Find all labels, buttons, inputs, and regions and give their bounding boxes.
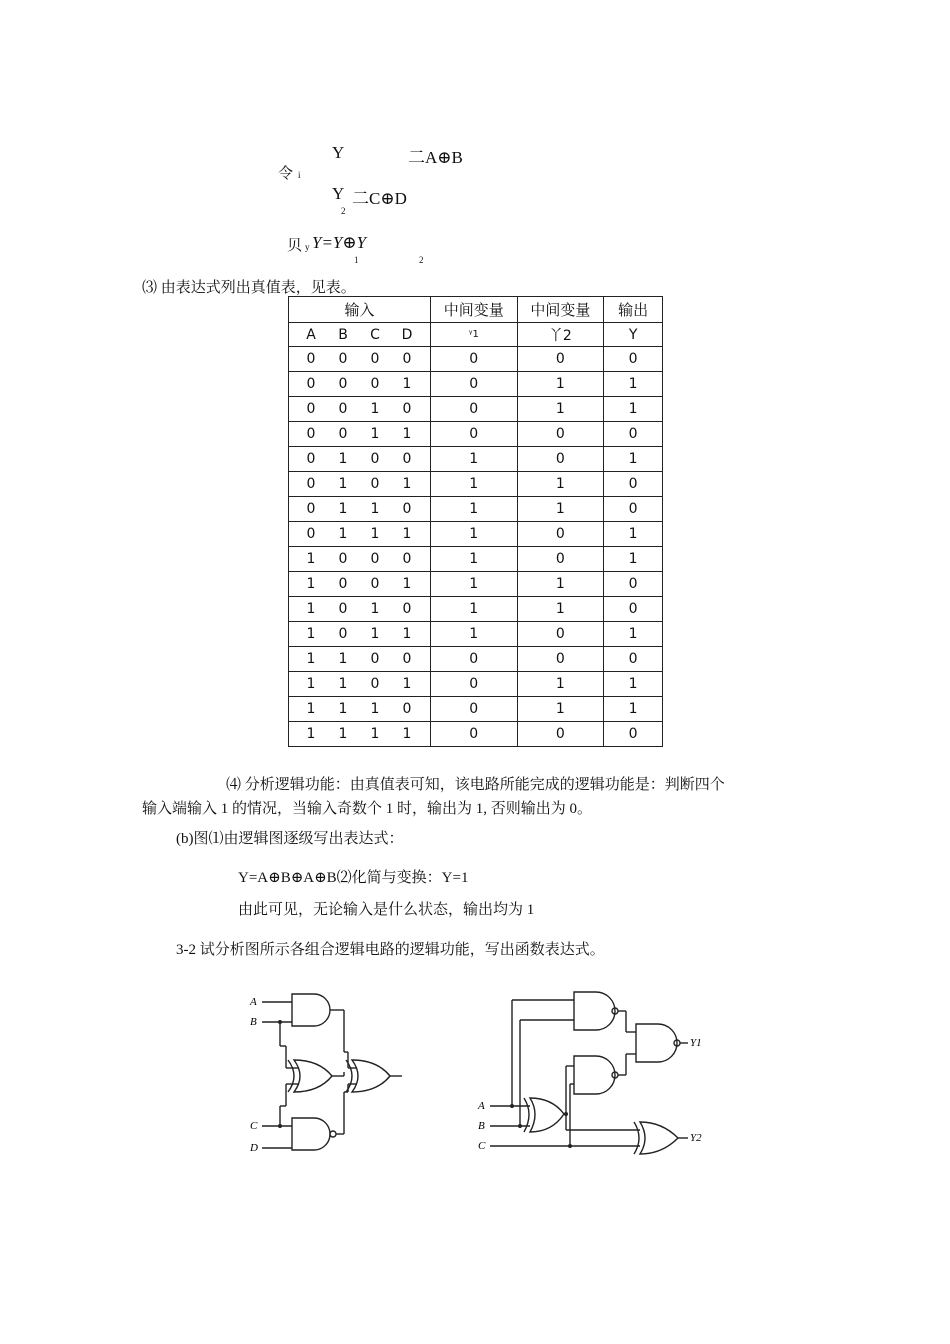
cell-input: 1 <box>338 701 348 717</box>
eq-ling-sub: i <box>298 170 301 180</box>
subheader-inputs <box>289 323 431 347</box>
row-inputs <box>289 497 431 522</box>
row-inputs <box>289 572 431 597</box>
cell-input: 0 <box>338 551 348 567</box>
cell-mid2: 1 <box>517 497 604 522</box>
row-inputs <box>289 622 431 647</box>
cell-mid1: 0 <box>430 422 517 447</box>
cell-input: 0 <box>402 351 412 367</box>
cell-input: 1 <box>370 701 380 717</box>
cell-input: 1 <box>370 426 380 442</box>
right-label-b: B <box>478 1120 485 1132</box>
cell-input: 0 <box>306 376 316 392</box>
table-row <box>289 372 663 397</box>
cell-mid1: 1 <box>430 497 517 522</box>
eq-ling: 令 <box>278 166 294 182</box>
cell-input: 1 <box>370 401 380 417</box>
cell-input: 1 <box>402 426 412 442</box>
eq-y-expr: Y=Y⊕Y <box>312 233 367 252</box>
cell-input: 1 <box>338 726 348 742</box>
cell-input: 0 <box>338 601 348 617</box>
table-row <box>289 572 663 597</box>
b-expression: Y=A⊕B⊕A⊕B⑵化简与变换：Y=1 <box>238 870 469 886</box>
cell-input: 1 <box>370 726 380 742</box>
cell-output: 1 <box>604 397 663 422</box>
cell-mid2: 0 <box>517 347 604 372</box>
table-row <box>289 472 663 497</box>
cell-input: 1 <box>402 476 412 492</box>
cell-input: 0 <box>338 351 348 367</box>
cell-input: 0 <box>402 501 412 517</box>
cell-input: 0 <box>338 426 348 442</box>
cell-input: 1 <box>402 676 412 692</box>
cell-mid1: 1 <box>430 522 517 547</box>
cell-mid2: 0 <box>517 547 604 572</box>
cell-input: 0 <box>306 476 316 492</box>
table-subheader-row <box>289 323 663 347</box>
cell-input: 0 <box>370 651 380 667</box>
cell-input: 1 <box>306 626 316 642</box>
cell-output: 1 <box>604 372 663 397</box>
eq-y-sub1: 1 <box>354 255 359 265</box>
table-row <box>289 347 663 372</box>
table-row <box>289 622 663 647</box>
cell-input: 1 <box>338 451 348 467</box>
cell-input: 1 <box>338 476 348 492</box>
cell-mid2: 0 <box>517 522 604 547</box>
eq-y2-right: 二C⊕D <box>352 189 407 208</box>
cell-input: 1 <box>306 701 316 717</box>
cell-mid1: 1 <box>430 622 517 647</box>
table-row <box>289 422 663 447</box>
cell-input: 0 <box>338 376 348 392</box>
cell-input: 0 <box>370 676 380 692</box>
cell-output: 1 <box>604 547 663 572</box>
row-inputs <box>289 722 431 747</box>
cell-input: 0 <box>306 501 316 517</box>
cell-mid1: 0 <box>430 372 517 397</box>
b-conclusion: 由此可见，无论输入是什么状态，输出均为 1 <box>238 902 535 918</box>
truth-table <box>288 296 663 747</box>
cell-input: 1 <box>338 501 348 517</box>
cell-input: 0 <box>306 401 316 417</box>
subheader-output: Y <box>604 323 663 347</box>
cell-input: 1 <box>402 576 412 592</box>
cell-mid2: 1 <box>517 572 604 597</box>
cell-input: 1 <box>402 626 412 642</box>
cell-input: 1 <box>402 376 412 392</box>
eq-y2-sub: 2 <box>341 206 346 216</box>
eq-y2-left: Y <box>332 184 345 203</box>
cell-input: 1 <box>306 551 316 567</box>
table-row <box>289 497 663 522</box>
cell-mid1: 0 <box>430 697 517 722</box>
cell-input: 1 <box>306 601 316 617</box>
cell-input: 0 <box>370 551 380 567</box>
subheader-c: C <box>370 326 380 343</box>
subheader-b: B <box>338 326 348 343</box>
cell-input: 0 <box>402 601 412 617</box>
eq-bei: 贝 <box>287 238 303 254</box>
left-label-a: A <box>250 996 257 1008</box>
cell-input: 1 <box>402 526 412 542</box>
header-mid1: 中间变量 <box>430 297 517 323</box>
header-output: 输出 <box>604 297 663 323</box>
cell-output: 1 <box>604 697 663 722</box>
cell-output: 1 <box>604 447 663 472</box>
subheader-mid1: ᵞ1 <box>430 323 517 347</box>
cell-input: 0 <box>338 626 348 642</box>
cell-input: 1 <box>370 601 380 617</box>
cell-mid1: 1 <box>430 547 517 572</box>
table-row <box>289 522 663 547</box>
table-row <box>289 647 663 672</box>
cell-input: 0 <box>338 401 348 417</box>
header-input: 输入 <box>289 297 431 323</box>
b-heading: (b)图⑴由逻辑图逐级写出表达式： <box>176 831 404 847</box>
left-label-d: D <box>250 1142 258 1154</box>
cell-input: 0 <box>338 576 348 592</box>
row-inputs <box>289 547 431 572</box>
cell-mid2: 1 <box>517 397 604 422</box>
cell-input: 1 <box>306 726 316 742</box>
eq-bei-sub: y <box>305 242 310 252</box>
cell-mid1: 1 <box>430 472 517 497</box>
cell-input: 1 <box>370 526 380 542</box>
cell-input: 1 <box>338 651 348 667</box>
cell-output: 0 <box>604 422 663 447</box>
step4-line1: ⑷ 分析逻辑功能：由真值表可知，该电路所能完成的逻辑功能是：判断四个 <box>226 777 725 793</box>
problem-3-2: 3-2 试分析图所示各组合逻辑电路的逻辑功能，写出函数表达式。 <box>176 942 605 958</box>
cell-input: 0 <box>306 451 316 467</box>
cell-input: 0 <box>402 701 412 717</box>
row-inputs <box>289 697 431 722</box>
table-header-row <box>289 297 663 323</box>
table-row <box>289 697 663 722</box>
row-inputs <box>289 597 431 622</box>
cell-input: 0 <box>370 351 380 367</box>
circuit-diagram-left <box>244 988 414 1168</box>
eq-y1-left: Y <box>332 143 345 162</box>
step3-text: ⑶ 由表达式列出真值表，见表。 <box>142 280 356 296</box>
cell-mid2: 1 <box>517 597 604 622</box>
cell-input: 1 <box>306 576 316 592</box>
row-inputs <box>289 472 431 497</box>
cell-input: 1 <box>338 676 348 692</box>
cell-mid1: 0 <box>430 647 517 672</box>
table-row <box>289 672 663 697</box>
cell-mid2: 0 <box>517 647 604 672</box>
cell-input: 0 <box>370 476 380 492</box>
cell-input: 0 <box>306 526 316 542</box>
cell-output: 1 <box>604 522 663 547</box>
cell-output: 1 <box>604 622 663 647</box>
cell-input: 0 <box>370 576 380 592</box>
cell-output: 0 <box>604 722 663 747</box>
subheader-d: D <box>401 326 413 343</box>
row-inputs <box>289 422 431 447</box>
row-inputs <box>289 672 431 697</box>
cell-output: 0 <box>604 497 663 522</box>
cell-input: 0 <box>402 451 412 467</box>
cell-input: 1 <box>306 676 316 692</box>
cell-output: 1 <box>604 672 663 697</box>
eq-y-sub2: 2 <box>419 255 424 265</box>
cell-input: 0 <box>306 351 316 367</box>
subheader-a: A <box>306 326 316 343</box>
cell-output: 0 <box>604 572 663 597</box>
subheader-mid2: 丫2 <box>517 323 604 347</box>
cell-output: 0 <box>604 472 663 497</box>
row-inputs <box>289 647 431 672</box>
right-label-a: A <box>478 1100 485 1112</box>
cell-mid1: 0 <box>430 397 517 422</box>
step4-line2: 输入端输入 1 的情况，当输入奇数个 1 时，输出为 1, 否则输出为 0。 <box>142 801 593 817</box>
cell-mid2: 0 <box>517 447 604 472</box>
cell-output: 0 <box>604 347 663 372</box>
table-row <box>289 597 663 622</box>
right-label-c: C <box>478 1140 486 1152</box>
cell-input: 1 <box>306 651 316 667</box>
cell-mid2: 0 <box>517 422 604 447</box>
cell-input: 1 <box>402 726 412 742</box>
cell-mid1: 1 <box>430 597 517 622</box>
cell-input: 0 <box>402 551 412 567</box>
cell-mid2: 1 <box>517 472 604 497</box>
cell-input: 1 <box>370 626 380 642</box>
cell-input: 0 <box>370 451 380 467</box>
cell-input: 0 <box>402 651 412 667</box>
cell-mid1: 1 <box>430 447 517 472</box>
left-label-b: B <box>250 1016 257 1028</box>
cell-mid2: 0 <box>517 622 604 647</box>
table-row <box>289 447 663 472</box>
cell-mid1: 0 <box>430 347 517 372</box>
cell-output: 0 <box>604 597 663 622</box>
cell-mid2: 0 <box>517 722 604 747</box>
cell-mid1: 1 <box>430 572 517 597</box>
cell-mid2: 1 <box>517 697 604 722</box>
cell-mid2: 1 <box>517 372 604 397</box>
cell-input: 0 <box>402 401 412 417</box>
header-mid2: 中间变量 <box>517 297 604 323</box>
cell-output: 0 <box>604 647 663 672</box>
table-row <box>289 722 663 747</box>
cell-input: 0 <box>370 376 380 392</box>
row-inputs <box>289 447 431 472</box>
cell-mid1: 0 <box>430 722 517 747</box>
table-row <box>289 547 663 572</box>
row-inputs <box>289 522 431 547</box>
row-inputs <box>289 397 431 422</box>
left-label-c: C <box>250 1120 258 1132</box>
right-label-y1: Y1 <box>690 1037 702 1049</box>
cell-input: 1 <box>370 501 380 517</box>
cell-input: 0 <box>306 426 316 442</box>
row-inputs <box>289 347 431 372</box>
cell-mid2: 1 <box>517 672 604 697</box>
cell-input: 1 <box>338 526 348 542</box>
eq-y1-right: 二A⊕B <box>408 148 463 167</box>
circuit-diagram-right <box>474 986 706 1158</box>
table-row <box>289 397 663 422</box>
right-label-y2: Y2 <box>690 1132 702 1144</box>
cell-mid1: 0 <box>430 672 517 697</box>
row-inputs <box>289 372 431 397</box>
